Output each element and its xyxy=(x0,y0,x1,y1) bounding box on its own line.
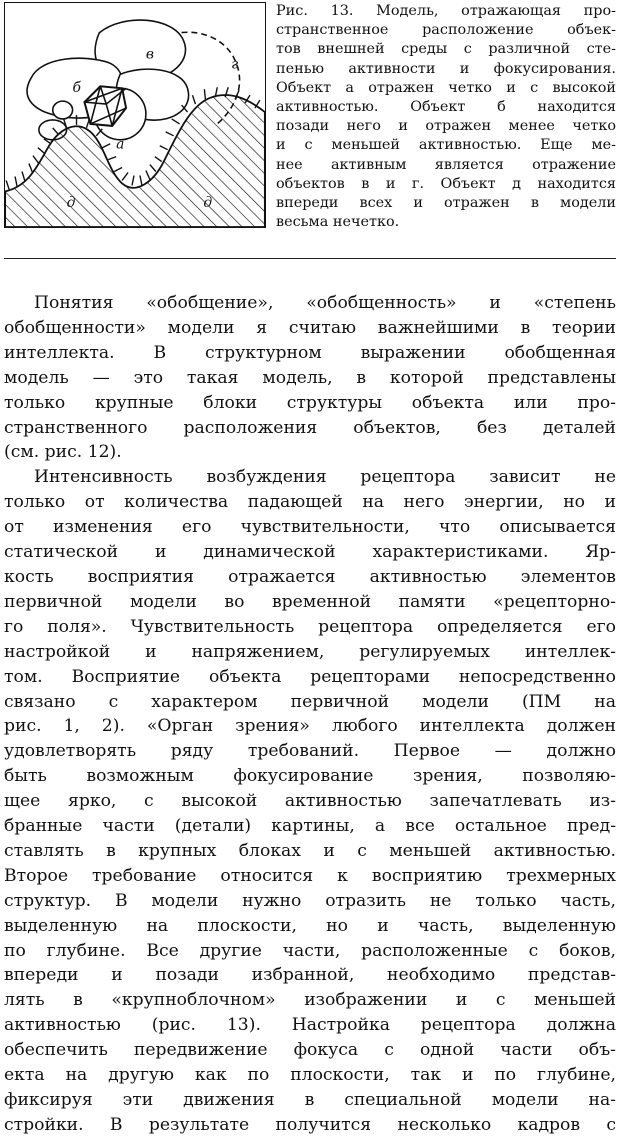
paragraph-1-line: Понятия «обобщение», «обобщенность» и «степень xyxy=(34,293,616,313)
paragraph-2-line: статической и динамической характеристиками. Яр- xyxy=(4,542,616,563)
paragraph-2-line: активностью (рис. 13). Настройка рецептора должна xyxy=(4,1015,616,1036)
paragraph-2-line: рис. 1, 2). «Орган зрения» любого интеллекта должен xyxy=(4,716,616,737)
paragraph-2-line: ставлять в крупных блоках и с меньшей активностью. xyxy=(4,840,616,861)
section-divider xyxy=(4,258,616,259)
paragraph-1-line: обобщенности» модели я считаю важнейшими в теории xyxy=(4,317,616,338)
caption-line: и с меньшей активностью. Еще ме- xyxy=(276,137,616,154)
paragraph-2-line: стройки. В результате получится несколько кадров с xyxy=(4,1114,616,1135)
label-b: б xyxy=(72,80,82,97)
label-d-left: д xyxy=(66,195,76,212)
paragraph-2-line: го поля». Чувствительность рецептора определяется его xyxy=(4,616,616,637)
paragraph-2-line: кость восприятия отражается активностью элементов xyxy=(4,566,616,587)
caption-line: Рис. 13. Модель, отражающая про- xyxy=(276,3,616,19)
body-text xyxy=(4,291,616,1138)
paragraph-2-line: только от количества падающей на него энергии, но и xyxy=(4,492,616,513)
paragraph-2-line: Интенсивность возбуждения рецептора зависит не xyxy=(34,467,616,488)
caption-line: позади него и отражен менее четко xyxy=(276,118,616,135)
paragraph-2-line: связано с характером первичной модели (ПМ на xyxy=(4,691,616,712)
paragraph-2-line: выделенную на плоскости, но и часть, выделенную xyxy=(4,915,616,936)
paragraph-2-line: Второе требование относится к восприятию трехмерных xyxy=(4,865,616,886)
caption-line: впереди всех и отражен в модели xyxy=(276,195,616,212)
paragraph-2-line: щее ярко, с высокой активностью запечатлевать из- xyxy=(4,791,616,812)
paragraph-2-line: екта на другую как по плоскости, так и по глубине, xyxy=(4,1065,616,1086)
paragraph-1-line: странственного расположения объектов, без деталей xyxy=(4,417,616,438)
caption-line: весьма нечетко. xyxy=(276,214,400,231)
paragraph-2-line: фиксируя эти движения в специальной модели на- xyxy=(4,1090,616,1110)
paragraph-1-line: модель — это такая модель, в которой представлены xyxy=(4,367,616,388)
paragraph-2-line: структур. В модели нужно отразить не только часть, xyxy=(4,890,616,911)
caption-line: пенью активности и фокусирования. xyxy=(276,60,616,77)
paragraph-1-line: только крупные блоки структуры объекта или про- xyxy=(4,392,616,413)
caption-line: объектов в и г. Объект д находится xyxy=(276,175,616,192)
label-d-right: д xyxy=(203,195,213,212)
paragraph-2-line: быть возможным фокусирование зрения, позволяю- xyxy=(4,766,616,787)
paragraph-2-line: удовлетворять ряду требований. Первое — должно xyxy=(4,741,616,762)
paragraph-2-line: по глубине. Все другие части, расположенные с боков, xyxy=(4,940,616,961)
small-blob-2 xyxy=(53,101,73,119)
paragraph-2-line: от изменения его чувствительности, что описывается xyxy=(4,517,616,538)
figure-13 xyxy=(4,2,266,228)
caption-line: Объект а отражен четко и с высокой xyxy=(276,79,616,96)
label-a: а xyxy=(116,136,125,153)
paragraph-2-line: том. Восприятие объекта рецепторами непосредственно xyxy=(4,666,616,687)
paragraph-1-line: (см. рис. 12). xyxy=(4,442,122,463)
caption-line: нее активным является отражение xyxy=(276,156,616,173)
caption-line: странственное расположение объек- xyxy=(276,22,616,39)
caption-line: тов внешней среды с различной сте- xyxy=(276,41,616,58)
paragraph-2-line: впереди и позади избранной, необходимо представ- xyxy=(4,965,616,986)
label-v: в xyxy=(145,46,154,63)
paragraph-1-line: интеллекта. В структурном выражении обобщенная xyxy=(4,342,616,363)
paragraph-2-line: обеспечить передвижение фокуса с одной части объ- xyxy=(4,1040,616,1061)
figure-13-drawing xyxy=(5,3,265,227)
paragraph-2-line: бранные части (детали) картины, а все остальное пред- xyxy=(4,816,616,837)
paragraph-2-line: настройкой и напряжением, регулируемых интеллек- xyxy=(4,641,616,662)
figure-caption xyxy=(276,2,616,232)
paragraph-2-line: лять в «крупноблочном» изображении и с меньшей xyxy=(4,990,616,1011)
paragraph-2-line: первичной модели во временной памяти «рецепторно- xyxy=(4,591,616,612)
label-g: г xyxy=(231,56,239,73)
caption-line: активностью. Объект б находится xyxy=(276,99,616,116)
